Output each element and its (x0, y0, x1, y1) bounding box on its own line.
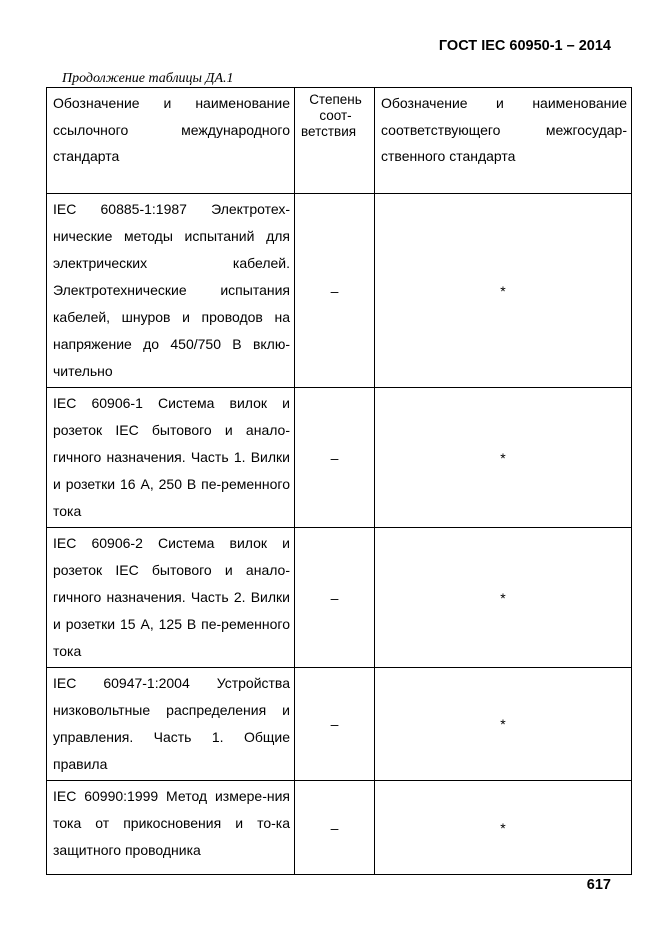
table-row (47, 388, 632, 528)
interstate-cell: * (375, 528, 632, 668)
table-row (47, 194, 632, 388)
reference-cell: IEC 60990:1999 Метод измере-ния тока от прикосновения и то-ка защитного проводника (47, 781, 295, 875)
interstate-cell: * (375, 781, 632, 875)
header-interstate: Обозначение и наименование соответствующего межгосудар-ственного стандарта (375, 88, 632, 194)
degree-cell: – (295, 781, 375, 875)
standard-code: ГОСТ IEC 60950-1 – 2014 (438, 38, 611, 54)
degree-cell: – (295, 388, 375, 528)
table-caption: Продолжение таблицы ДА.1 (62, 71, 234, 86)
reference-cell: IEC 60947-1:2004 Устройства низковольтные распределения и управления. Часть 1. Общие правила (47, 668, 295, 781)
table-row (47, 528, 632, 668)
standards-table (46, 87, 632, 875)
interstate-cell: * (375, 668, 632, 781)
reference-cell: IEC 60906-1 Система вилок и розеток IEC бытового и анало-гичного назначения. Часть 1. Вилки и розетки 16 А, 250 В пе-ременного тока (47, 388, 295, 528)
table-header-row (47, 88, 632, 194)
reference-cell: IEC 60906-2 Система вилок и розеток IEC бытового и анало-гичного назначения. Часть 2. Вилки и розетки 15 А, 125 В пе-ременного тока (47, 528, 295, 668)
page-number: 617 (586, 877, 611, 893)
degree-cell: – (295, 668, 375, 781)
header-reference: Обозначение и наименование ссылочного международного стандарта (47, 88, 295, 194)
reference-cell: IEC 60885-1:1987 Электротех-нические методы испытаний для электрических кабелей. Электротехнические испытания кабелей, шнуров и проводов на напряжение до 450/750 В вклю-чительно (47, 194, 295, 388)
table-row (47, 668, 632, 781)
interstate-cell: * (375, 388, 632, 528)
table-row (47, 781, 632, 875)
header-degree: Степень соот-ветствия (295, 88, 375, 194)
degree-cell: – (295, 194, 375, 388)
degree-cell: – (295, 528, 375, 668)
interstate-cell: * (375, 194, 632, 388)
